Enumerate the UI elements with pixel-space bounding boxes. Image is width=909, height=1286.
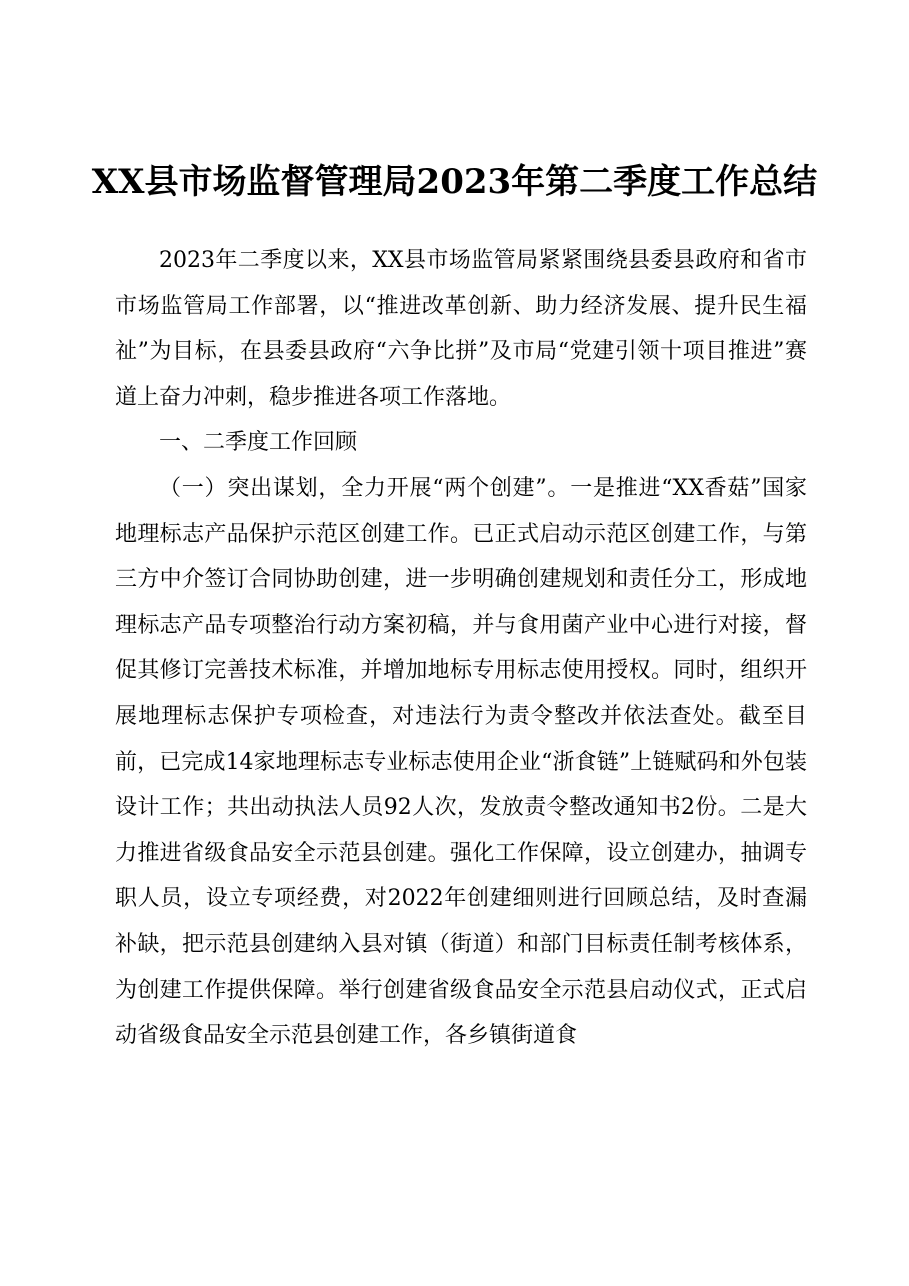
- document-title: XX县市场监督管理局2023年第二季度工作总结: [91, 162, 818, 202]
- section-heading-review: 一、二季度工作回顾: [159, 430, 358, 456]
- document-body: [115, 238, 807, 1059]
- paragraph-two-creations: （一）突出谋划，全力开展“两个创建”。一是推进“XX香菇”国家地理标志产品保护示范区创建工作。已正式启动示范区创建工作，与第三方中介签订合同协助创建，进一步明确创建规划和责任分工，形成地理标志产品专项整治行动方案初稿，并与食用菌产业中心进行对接，督促其修订完善技术标准，并增加地标专用标志使用授权。同时，组织开展地理标志保护专项检查，对违法行为责令整改并依法查处。截至目前，已完成14家地理标志专业标志使用企业“浙食链”上链赋码和外包装设计工作；共出动执法人员92人次，发放责令整改通知书2份。二是大力推进省级食品安全示范县创建。强化工作保障，设立创建办，抽调专职人员，设立专项经费，对2022年创建细则进行回顾总结，及时查漏补缺，把示范县创建纳入县对镇（街道）和部门目标责任制考核体系，为创建工作提供保障。举行创建省级食品安全示范县启动仪式，正式启动省级食品安全示范县创建工作，各乡镇街道食: [115, 475, 807, 1049]
- paragraph-intro: 2023年二季度以来，XX县市场监管局紧紧围绕县委县政府和省市市场监管局工作部署，以“推进改革创新、助力经济发展、提升民生福祉”为目标，在县委县政府“六争比拼”及市局“党建引领十项目推进”赛道上奋力冲刺，稳步推进各项工作落地。: [115, 248, 807, 410]
